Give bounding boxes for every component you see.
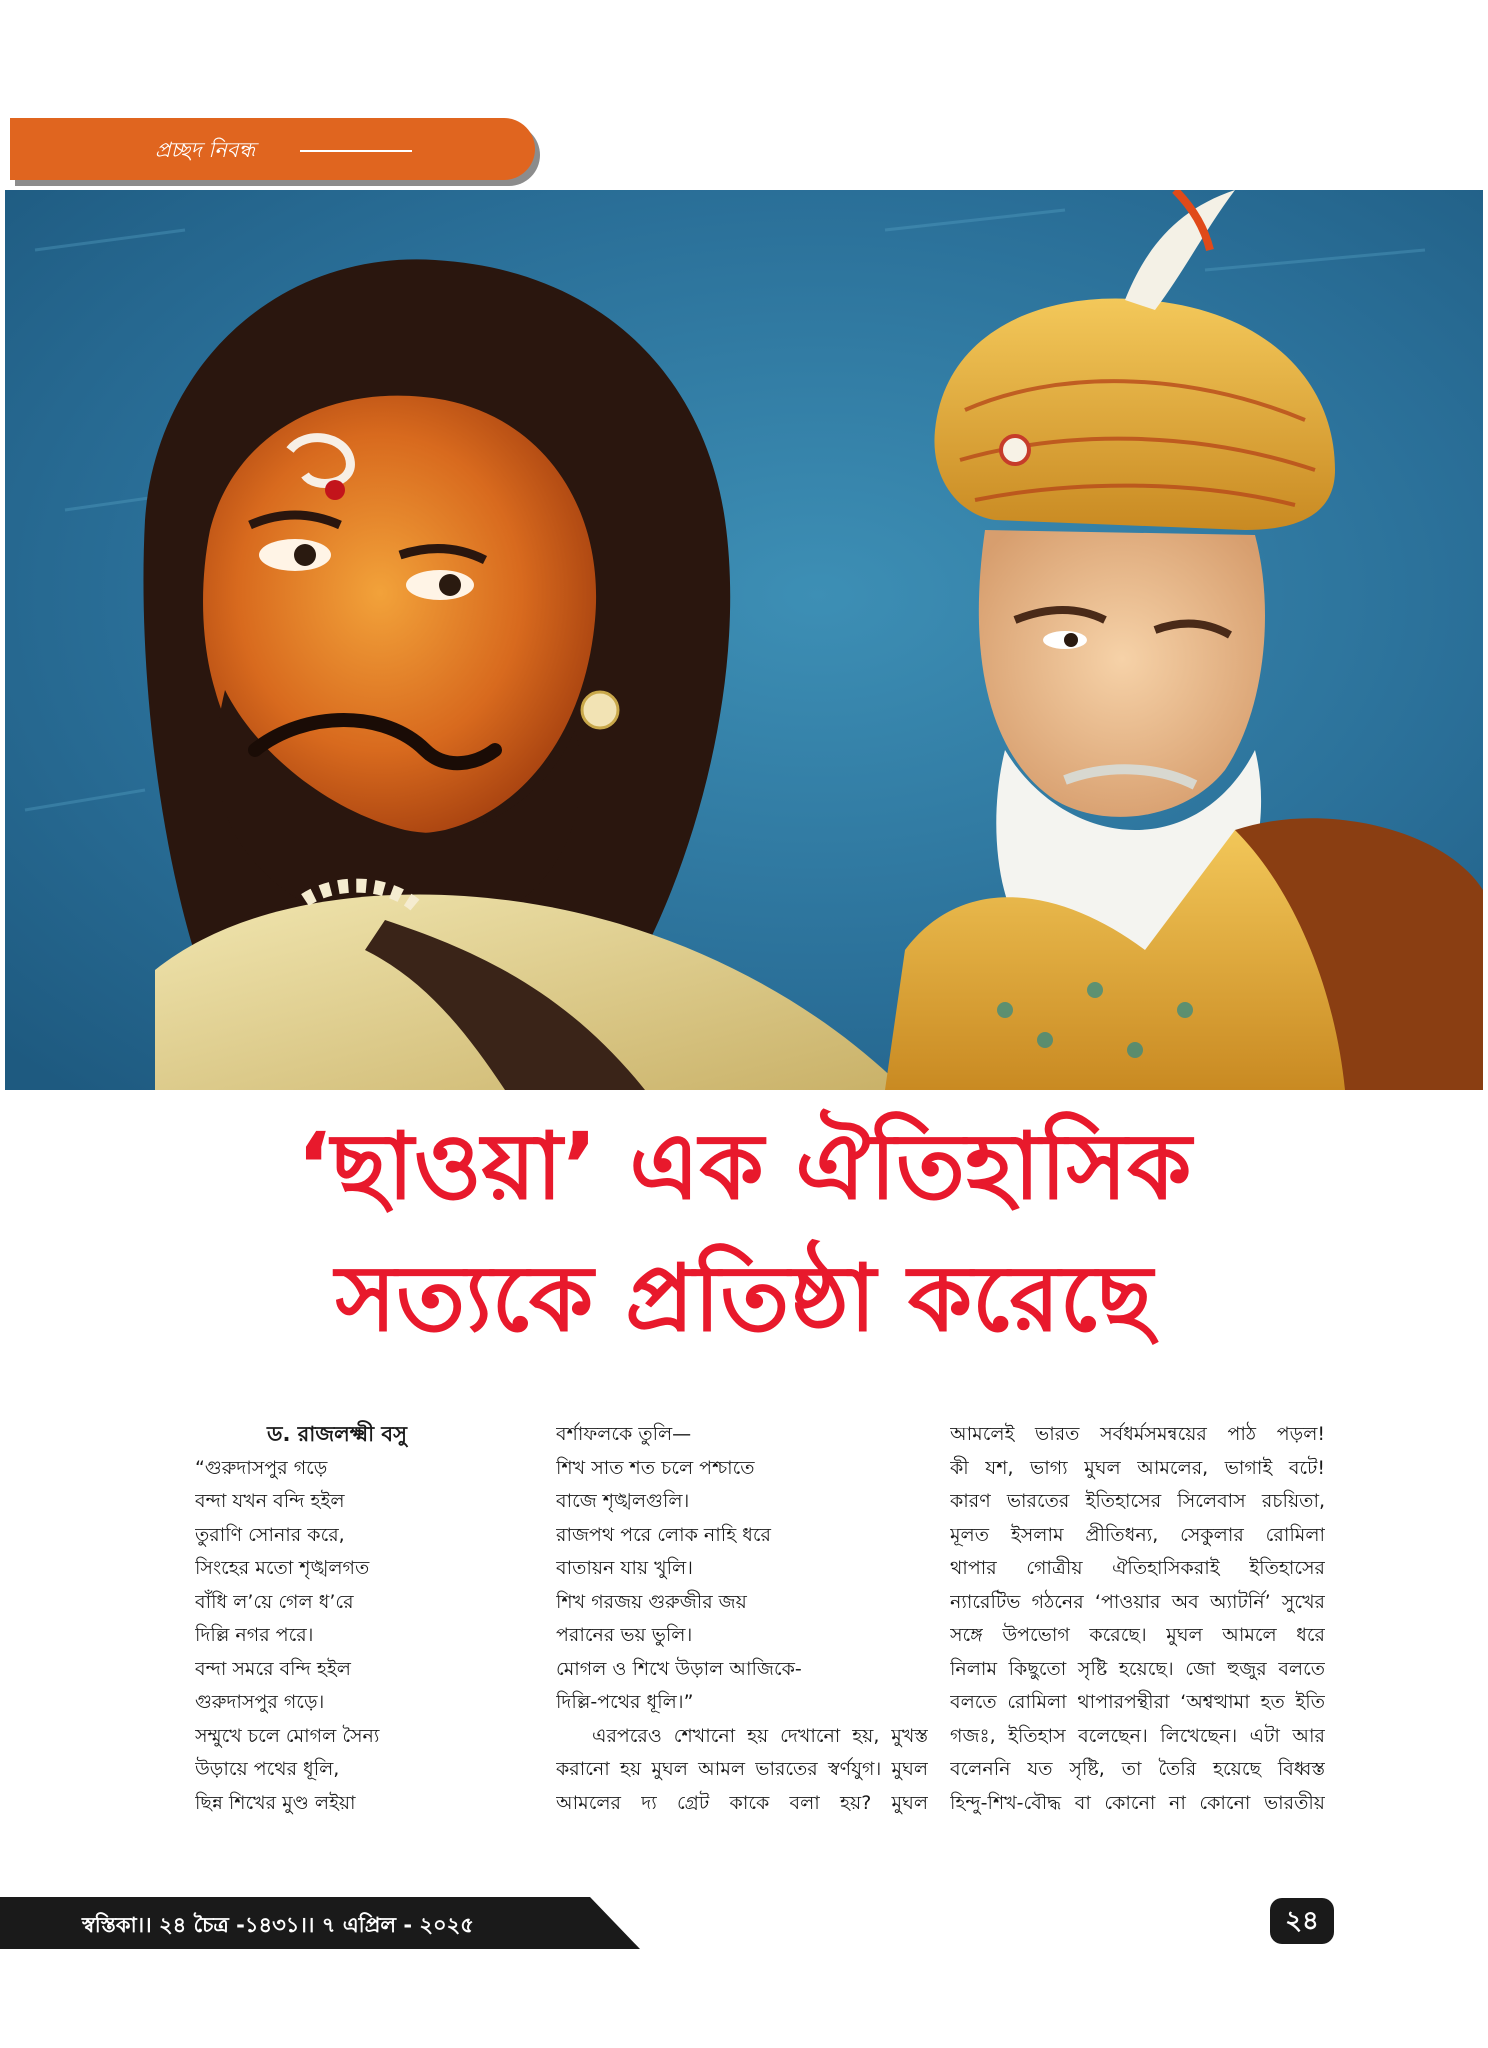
- poem-line: গুরুদাসপুর গড়ে।: [195, 1691, 325, 1713]
- poem-line: বাতায়ন যায় খুলি।: [556, 1557, 693, 1579]
- poem-line: বাজে শৃঙ্খলগুলি।: [556, 1490, 690, 1512]
- illustration-banda-bahadur-and-aurangzeb-icon: [5, 190, 1483, 1090]
- hero-illustration: [5, 190, 1483, 1090]
- body-line: নিলাম কিছুতো সৃষ্টি হয়েছে। জো হুজুর বলতে: [950, 1657, 1325, 1680]
- poem-line: পরানের ভয় ভুলি।: [556, 1624, 693, 1646]
- footer-issue-bar: [0, 1897, 640, 1949]
- poem-line: সিংহের মতো শৃঙ্খলগত: [195, 1557, 370, 1579]
- poem-line: উড়ায়ে পথের ধূলি,: [195, 1758, 340, 1780]
- body-line: কারণ ভারতের ইতিহাসের সিলেবাস রচয়িতা,: [950, 1490, 1325, 1512]
- poem-line: দিল্লি নগর পরে।: [195, 1624, 314, 1646]
- headline-line-2: সত্যকে প্রতিষ্ঠা করেছে: [335, 1245, 1153, 1352]
- poem-line: সম্মুখে চলে মোগল সৈন্য: [195, 1724, 380, 1747]
- poem-line: তুরাণি সোনার করে,: [195, 1523, 345, 1546]
- article-column-3: [950, 1418, 1325, 1820]
- poem-line: শিখ সাত শত চলে পশ্চাতে: [556, 1456, 755, 1479]
- body-line: মূলত ইসলাম প্রীতিধন্য, সেকুলার রোমিলা: [950, 1523, 1325, 1546]
- body-line: করানো হয় মুঘল আমল ভারতের স্বর্ণযুগ। মুঘল: [556, 1758, 928, 1780]
- poem-line: শিখ গরজয় গুরুজীর জয়: [556, 1590, 747, 1613]
- body-line: থাপার গোত্রীয় ঐতিহাসিকরাই ইতিহাসের: [950, 1557, 1325, 1579]
- headline-line-1: ‘ছাওয়া’ এক ঐতিহাসিক: [296, 1113, 1192, 1220]
- body-line: আমলেই ভারত সর্বধর্মসমন্বয়ের পাঠ পড়ল!: [950, 1423, 1325, 1445]
- poem-line: বন্দা যখন বন্দি হইল: [195, 1490, 345, 1512]
- page-number: ২৪: [1270, 1898, 1334, 1944]
- section-rule: [300, 150, 412, 152]
- body-line: এরপরেও শেখানো হয় দেখানো হয়, মুখস্ত: [592, 1724, 928, 1747]
- body-line: গজঃ, ইতিহাস বলেছেন। লিখেছেন। এটা আর: [950, 1724, 1325, 1747]
- poem-line: দিল্লি-পথের ধূলি।”: [556, 1691, 694, 1713]
- article-column-1: [195, 1418, 555, 1820]
- poem-line: মোগল ও শিখে উড়াল আজিকে-: [556, 1657, 802, 1680]
- footer-issue-text: স্বস্তিকা।। ২৪ চৈত্র -১৪৩১।। ৭ এপ্রিল - ২০২৫: [82, 1913, 474, 1937]
- body-line: কী যশ, ভাগ্য মুঘল আমলের, ভাগাই বটে!: [950, 1456, 1325, 1479]
- author-byline: ড. রাজলক্ষ্মী বসু: [267, 1422, 407, 1446]
- article-column-2: [556, 1418, 928, 1820]
- body-line: ন্যারেটিভ গঠনের ‘পাওয়ার অব অ্যাটর্নি’ সুখের: [950, 1590, 1325, 1613]
- poem-line: বর্শাফলকে তুলি—: [556, 1423, 692, 1445]
- poem-line: বাঁধি ল’য়ে গেল ধ’রে: [195, 1590, 354, 1613]
- body-line: সঙ্গে উপভোগ করেছে। মুঘল আমলে ধরে: [950, 1624, 1325, 1646]
- poem-line: “গুরুদাসপুর গড়ে: [195, 1456, 328, 1479]
- body-line: আমলের দ্য গ্রেট কাকে বলা হয়? মুঘল: [556, 1791, 928, 1814]
- section-label: প্রচ্ছদ নিবন্ধ: [155, 138, 256, 162]
- body-line: হিন্দু-শিখ-বৌদ্ধ বা কোনো না কোনো ভারতীয়: [950, 1791, 1325, 1814]
- poem-line: ছিন্ন শিখের মুণ্ড লইয়া: [195, 1791, 356, 1814]
- section-tab: [10, 118, 535, 180]
- poem-line: রাজপথ পরে লোক নাহি ধরে: [556, 1523, 771, 1546]
- body-line: বলেননি যত সৃষ্টি, তা তৈরি হয়েছে বিধ্বস্ত: [950, 1758, 1325, 1780]
- poem-line: বন্দা সমরে বন্দি হইল: [195, 1657, 351, 1680]
- body-line: বলতে রোমিলা থাপারপন্থীরা ‘অশ্বত্থামা হত ইতি: [950, 1691, 1325, 1713]
- article-headline: [0, 1108, 1488, 1358]
